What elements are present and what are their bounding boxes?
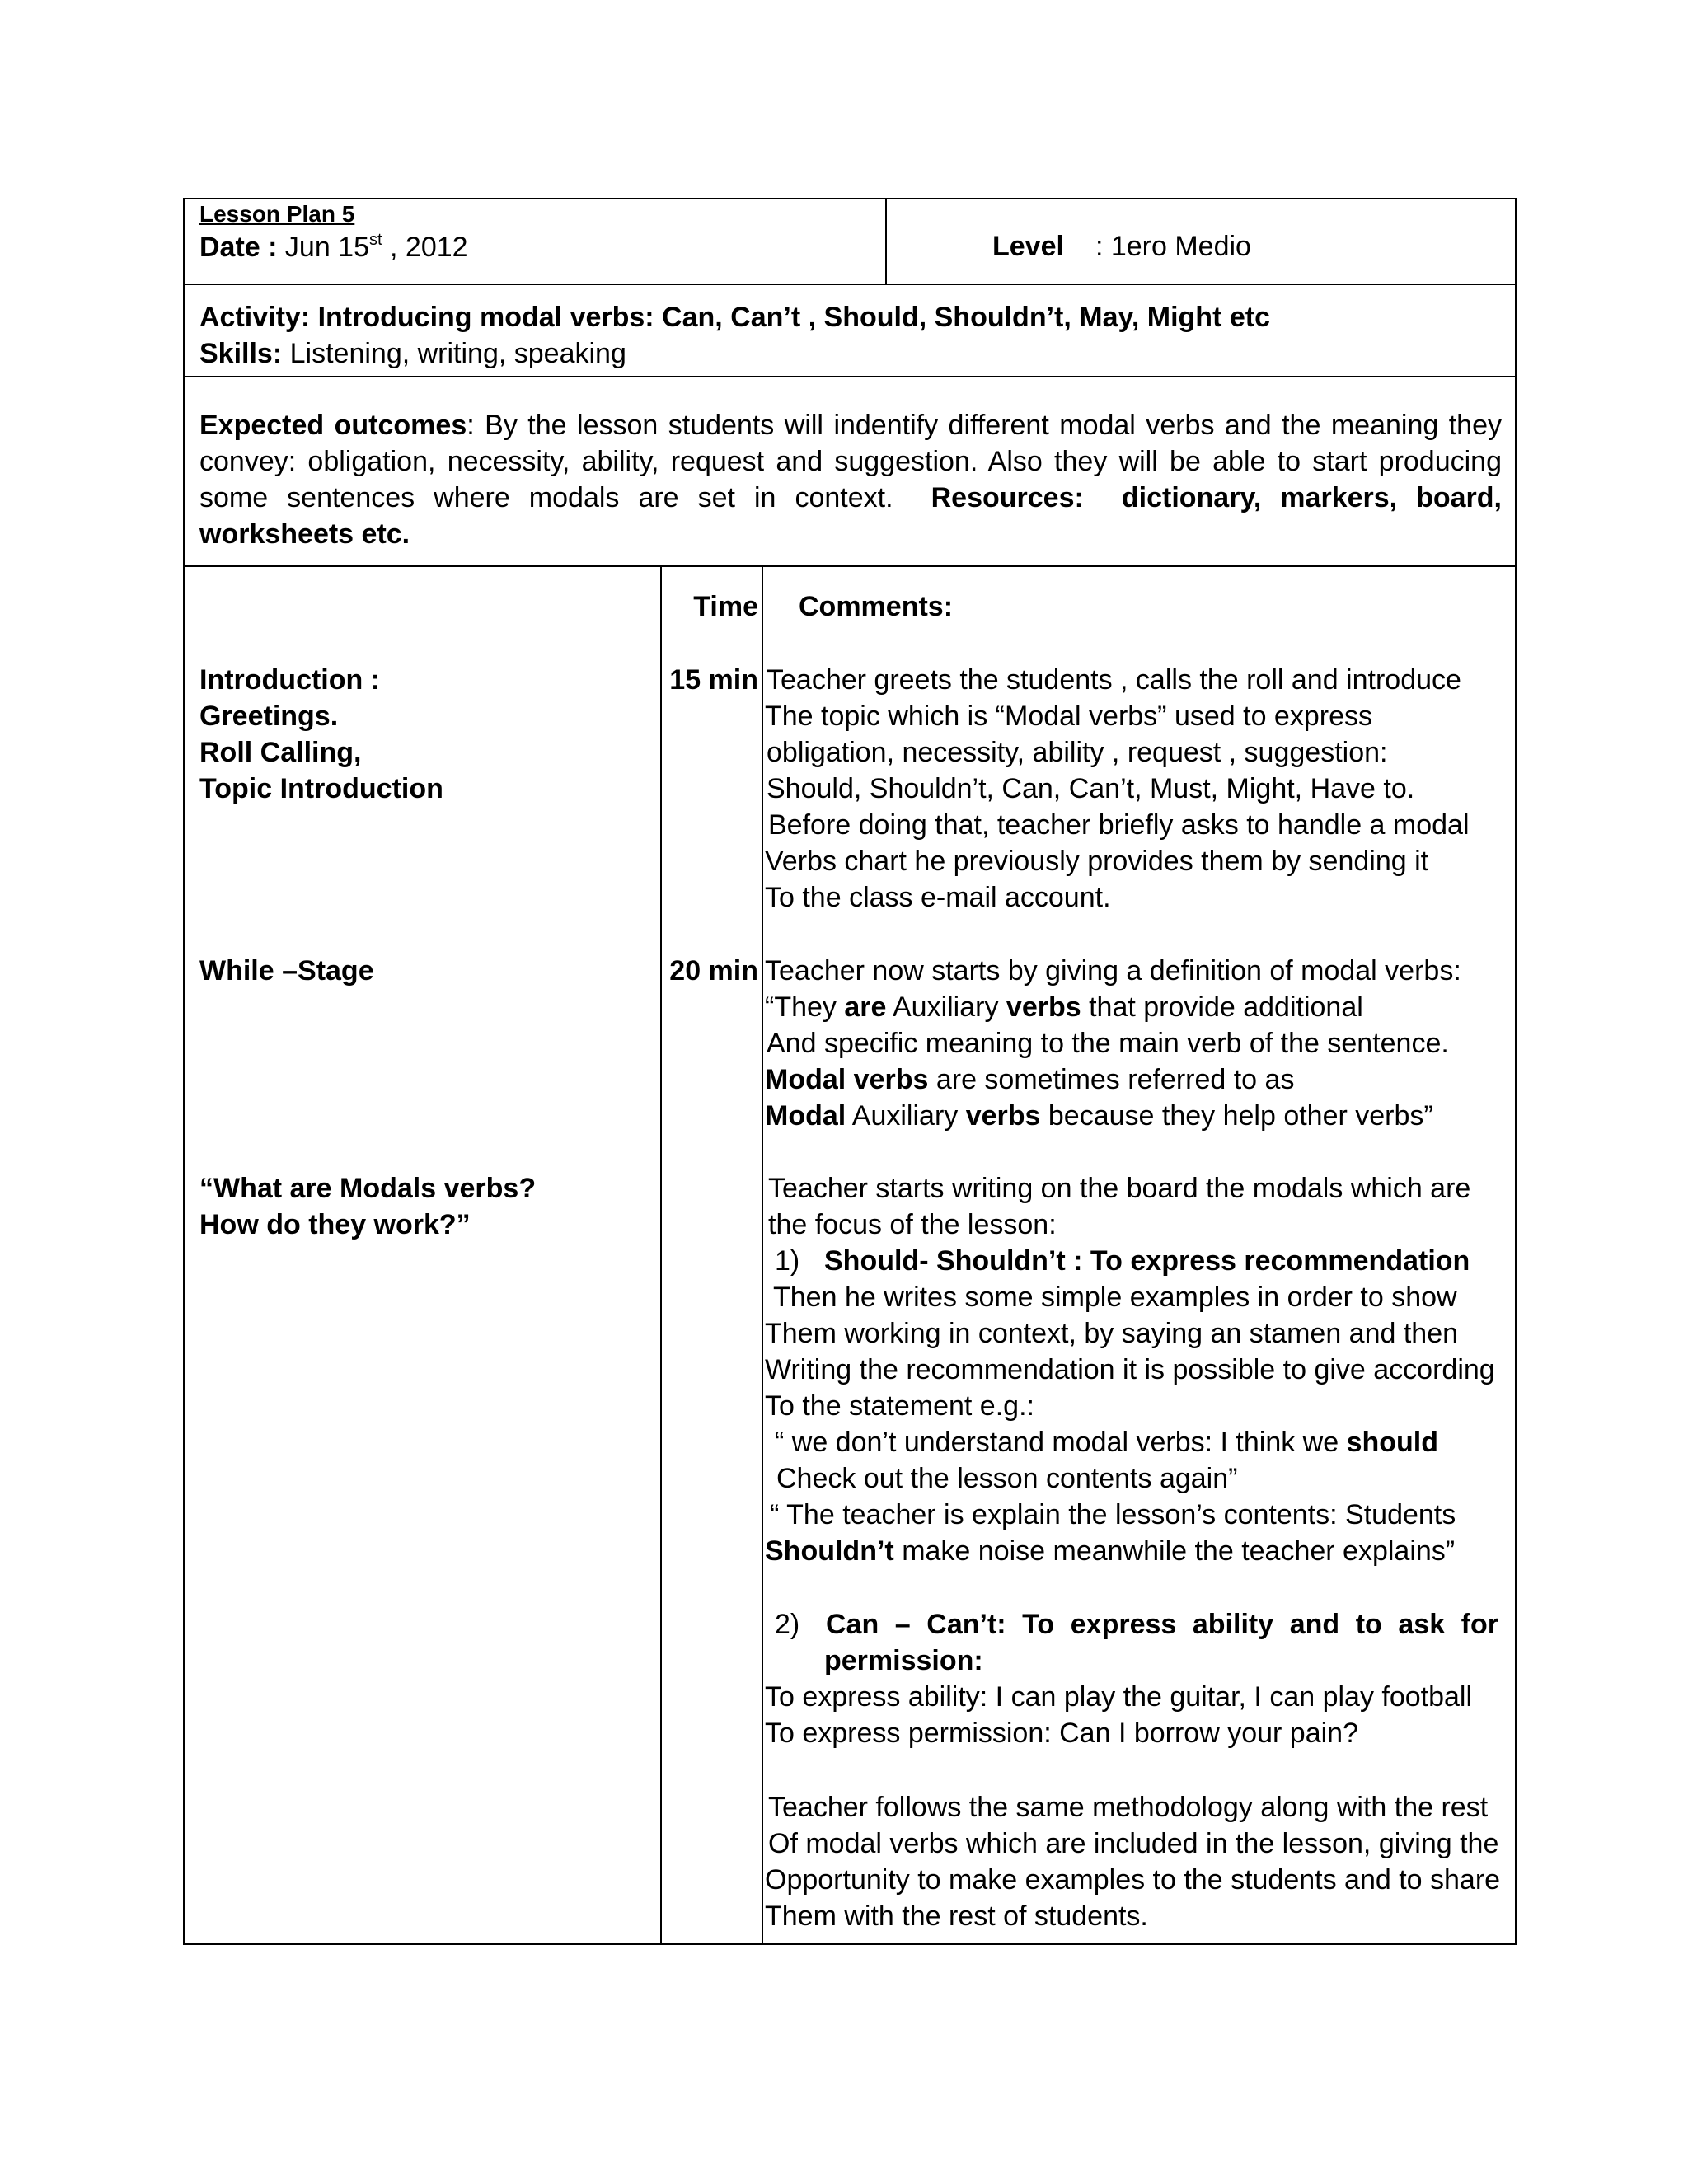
list-item-heading: permission: xyxy=(824,1645,983,1676)
date-sup: st xyxy=(369,231,382,249)
resources-text: dictionary, markers, board, worksheets etc. xyxy=(199,482,1502,550)
list-item-heading: Can – Can’t: To express ability and to ask for xyxy=(826,1609,1498,1640)
stage-label: Introduction : xyxy=(199,664,381,696)
outcomes-label: Expected outcomes xyxy=(199,410,467,441)
header-left-cell xyxy=(185,199,887,284)
comment-line: Opportunity to make examples to the students and to share xyxy=(765,1864,1501,1896)
comment-line: “ The teacher is explain the lesson’s contents: Students xyxy=(770,1499,1456,1530)
comment-line: And specific meaning to the main verb of the sentence. xyxy=(767,1028,1449,1059)
time-value: 20 min xyxy=(669,955,758,987)
text-run: verbs xyxy=(965,1100,1041,1132)
text-run: are xyxy=(844,991,887,1023)
comment-line: obligation, necessity, ability , request , suggestion: xyxy=(767,737,1388,768)
stage-label: How do they work?” xyxy=(199,1209,471,1240)
comment-line xyxy=(775,1424,1438,1460)
comment-line: To the statement e.g.: xyxy=(765,1390,1034,1422)
outcomes-row xyxy=(183,377,1517,567)
text-run: that provide additional xyxy=(1081,991,1363,1023)
comment-line: Them with the rest of students. xyxy=(765,1900,1148,1932)
comment-line: To the class e-mail account. xyxy=(765,882,1111,913)
skills-text: Listening, writing, speaking xyxy=(289,338,626,369)
activity-line xyxy=(199,302,1270,334)
comment-line xyxy=(765,989,1363,1025)
activity-label: Activity: xyxy=(199,302,311,333)
comment-line: Before doing that, teacher briefly asks to handle a modal xyxy=(768,809,1470,841)
list-number: 1) xyxy=(775,1245,800,1277)
time-header: Time xyxy=(693,591,758,622)
time-value: 15 min xyxy=(669,664,758,696)
comment-line: To express ability: I can play the guitar, I can play football xyxy=(765,1681,1473,1713)
date-line xyxy=(199,231,468,264)
level-line xyxy=(992,231,1251,263)
comment-line: Verbs chart he previously provides them by sending it xyxy=(765,846,1429,877)
comments-header: Comments: xyxy=(799,591,954,622)
comment-line: The topic which is “Modal verbs” used to express xyxy=(765,701,1372,732)
date-value: Jun 15 xyxy=(284,232,370,263)
activity-text: Introducing modal verbs: Can, Can’t , Should, Shouldn’t, May, Might etc xyxy=(317,302,1270,333)
header-right-cell xyxy=(887,199,1515,284)
activity-row xyxy=(183,285,1517,377)
text-run: Auxiliary xyxy=(846,1100,966,1132)
list-number: 2) xyxy=(775,1609,800,1640)
level-label: Level xyxy=(992,231,1064,262)
text-run: because they help other verbs” xyxy=(1040,1100,1433,1132)
comment-line: Writing the recommendation it is possible to give according xyxy=(765,1354,1495,1385)
text-run: verbs xyxy=(1006,991,1081,1023)
text-run: “They xyxy=(765,991,845,1023)
text-run: Shouldn’t xyxy=(765,1535,894,1567)
stage-label: Topic Introduction xyxy=(199,773,443,804)
comment-line xyxy=(765,1098,1433,1134)
comment-line: Teacher starts writing on the board the modals which are xyxy=(768,1173,1471,1204)
outcomes-paragraph xyxy=(199,407,1502,552)
comment-line: Then he writes some simple examples in order to show xyxy=(773,1282,1457,1313)
comment-line xyxy=(765,1062,1294,1098)
date-label: Date : xyxy=(199,232,278,263)
skills-label: Skills: xyxy=(199,338,283,369)
header-row xyxy=(183,198,1517,285)
skills-line xyxy=(199,338,626,370)
comment-line: To express permission: Can I borrow your pain? xyxy=(765,1718,1358,1749)
stage-label: Roll Calling, xyxy=(199,737,362,768)
text-run: Auxiliary xyxy=(886,991,1006,1023)
text-run: make noise meanwhile the teacher explains” xyxy=(893,1535,1456,1567)
stage-label: “What are Modals verbs? xyxy=(199,1173,537,1204)
comment-line: Them working in context, by saying an stamen and then xyxy=(765,1318,1459,1349)
stage-label: While –Stage xyxy=(199,955,374,987)
level-value: : 1ero Medio xyxy=(1095,231,1251,262)
lesson-plan-title: Lesson Plan 5 xyxy=(199,201,355,227)
comment-line: Teacher now starts by giving a definition of modal verbs: xyxy=(765,955,1461,987)
text-run: Modal xyxy=(765,1100,846,1132)
text-run: are sometimes referred to as xyxy=(928,1064,1295,1095)
text-run: should xyxy=(1346,1427,1439,1458)
column-divider xyxy=(762,567,763,1943)
comment-line: Teacher follows the same methodology along with the rest xyxy=(768,1792,1489,1823)
column-divider xyxy=(660,567,662,1943)
list-item-heading: Should- Shouldn’t : To express recommendation xyxy=(824,1245,1470,1277)
procedure-table xyxy=(183,567,1517,1945)
text-run: Modal verbs xyxy=(765,1064,929,1095)
comment-line xyxy=(765,1533,1455,1569)
comment-line: Of modal verbs which are included in the lesson, giving the xyxy=(768,1828,1499,1859)
comment-line: the focus of the lesson: xyxy=(768,1209,1057,1240)
resources-label: Resources: xyxy=(931,482,1084,513)
comment-line: Should, Shouldn’t, Can, Can’t, Must, Might, Have to. xyxy=(767,773,1415,804)
outcomes-text: : By the lesson students will indentify different modal verbs and the meaning they convey: obligation, necessity, ability, request and suggestion. Also they will be able to start producing some sentences where modals are set in context. xyxy=(199,410,1502,513)
date-year: , 2012 xyxy=(390,232,468,263)
text-run: “ we don’t understand modal verbs: I think we xyxy=(775,1427,1347,1458)
stage-label: Greetings. xyxy=(199,701,339,732)
comment-line: Check out the lesson contents again” xyxy=(776,1463,1238,1494)
comment-line: Teacher greets the students , calls the roll and introduce xyxy=(767,664,1461,696)
lesson-plan-document xyxy=(183,198,1517,1945)
